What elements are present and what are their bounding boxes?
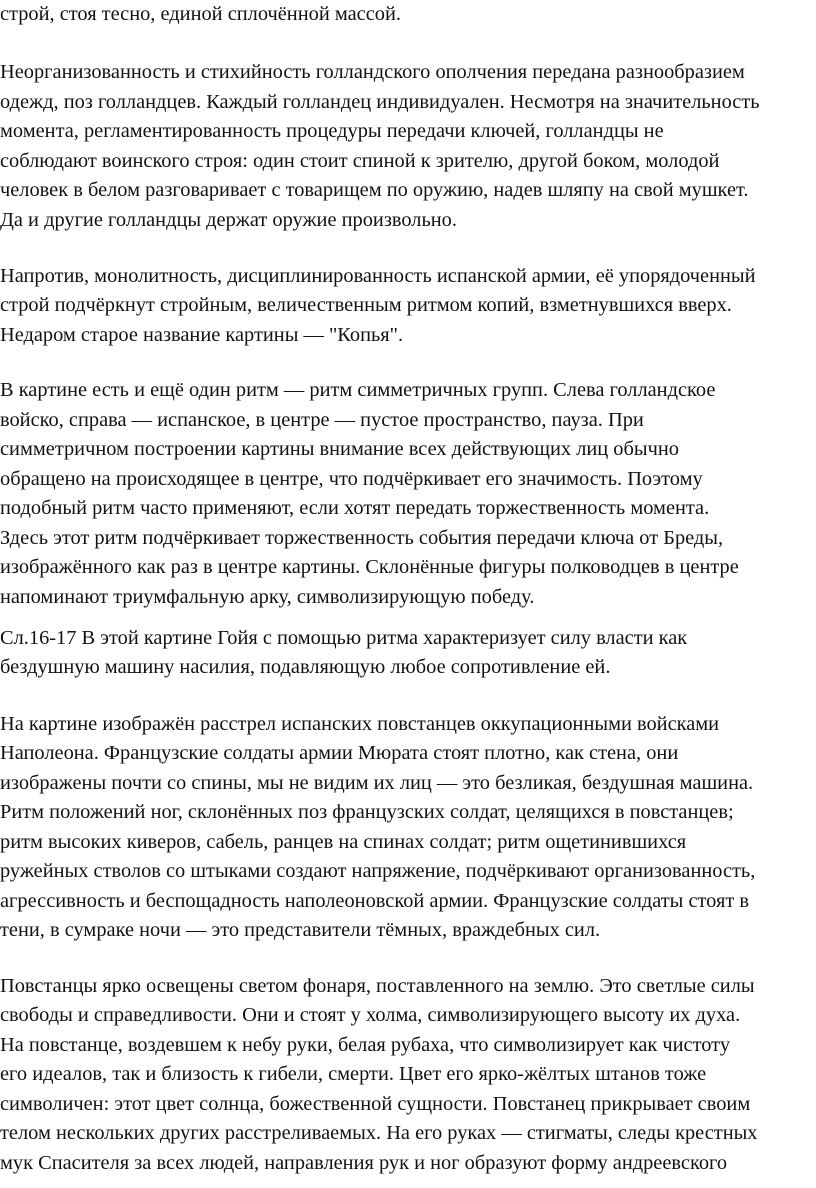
text-line: изображены почти со спины, мы не видим их лиц — это безликая, бездушная машина.	[0, 772, 754, 794]
text-line: Ритм положений ног, склонённых поз французских солдат, целящихся в повстанцев;	[0, 801, 734, 823]
text-line: изображённого как раз в центре картины. Склонённые фигуры полководцев в центре	[0, 556, 739, 578]
text-line: символичен: этот цвет солнца, божественной сущности. Повстанец прикрывает своим	[0, 1093, 751, 1115]
text-line: симметричном построении картины внимание всех действующих лиц обычно	[0, 438, 679, 460]
text-line: Да и другие голландцы держат оружие произвольно.	[0, 209, 457, 231]
text-line: момента, регламентированность процедуры передачи ключей, голландцы не	[0, 120, 664, 142]
text-line: Наполеона. Французские солдаты армии Мюрата стоят плотно, как стена, они	[0, 742, 679, 764]
text-line: Сл.16-17 В этой картине Гойя с помощью ритма характеризует силу власти как	[0, 627, 688, 649]
text-line: бездушную машину насилия, подавляющую любое сопротивление ей.	[0, 656, 611, 678]
text-line: соблюдают воинского строя: один стоит спиной к зрителю, другой боком, молодой	[0, 150, 720, 172]
text-line: строй подчёркнут стройным, величественным ритмом копий, взметнувшихся вверх.	[0, 294, 732, 316]
text-line: напоминают триумфальную арку, символизирующую победу.	[0, 586, 535, 608]
text-line: Здесь этот ритм подчёркивает торжественность события передачи ключа от Бреды,	[0, 527, 724, 549]
text-line: Напротив, монолитность, дисциплинированность испанской армии, её упорядоченный	[0, 265, 756, 287]
text-line: На картине изображён расстрел испанских повстанцев оккупационными войсками	[0, 713, 720, 735]
text-line: В картине есть и ещё один ритм — ритм симметричных групп. Слева голландское	[0, 379, 716, 401]
text-line: подобный ритм часто применяют, если хотят передать торжественность момента.	[0, 497, 710, 519]
text-line: войско, справа — испанское, в центре — пустое пространство, пауза. При	[0, 409, 644, 431]
text-line: Неорганизованность и стихийность голландского ополчения передана разнообразием	[0, 61, 745, 83]
text-line: человек в белом разговаривает с товарищем по оружию, надев шляпу на свой мушкет.	[0, 179, 749, 201]
text-line: строй, стоя тесно, единой сплочённой массой.	[0, 3, 401, 25]
text-line: агрессивность и беспощадность наполеоновской армии. Французские солдаты стоят в	[0, 890, 749, 912]
text-line: мук Спасителя за всех людей, направления рук и ног образуют форму андреевского	[0, 1152, 728, 1174]
text-line: его идеалов, так и близость к гибели, смерти. Цвет его ярко-жёлтых штанов тоже	[0, 1063, 707, 1085]
text-line: одежд, поз голландцев. Каждый голландец индивидуален. Несмотря на значительность	[0, 91, 760, 113]
text-line: телом нескольких других расстреливаемых. На его руках — стигматы, следы крестных	[0, 1122, 758, 1144]
text-line: ритм высоких киверов, сабель, ранцев на спинах солдат; ритм ощетинившихся	[0, 831, 687, 853]
text-line: тени, в сумраке ночи — это представители тёмных, враждебных сил.	[0, 919, 601, 941]
text-line: обращено на происходящее в центре, что подчёркивает его значимость. Поэтому	[0, 468, 703, 490]
text-line: Недаром старое название картины — "Копья".	[0, 324, 404, 346]
text-line: ружейных стволов со штыками создают напряжение, подчёркивают организованность,	[0, 860, 756, 882]
text-line: Повстанцы ярко освещены светом фонаря, поставленного на землю. Это светлые силы	[0, 975, 755, 997]
text-line: свободы и справедливости. Они и стоят у холма, символизирующего высоту их духа.	[0, 1004, 741, 1026]
text-line: На повстанце, воздевшем к небу руки, белая рубаха, что символизирует как чистоту	[0, 1034, 731, 1056]
